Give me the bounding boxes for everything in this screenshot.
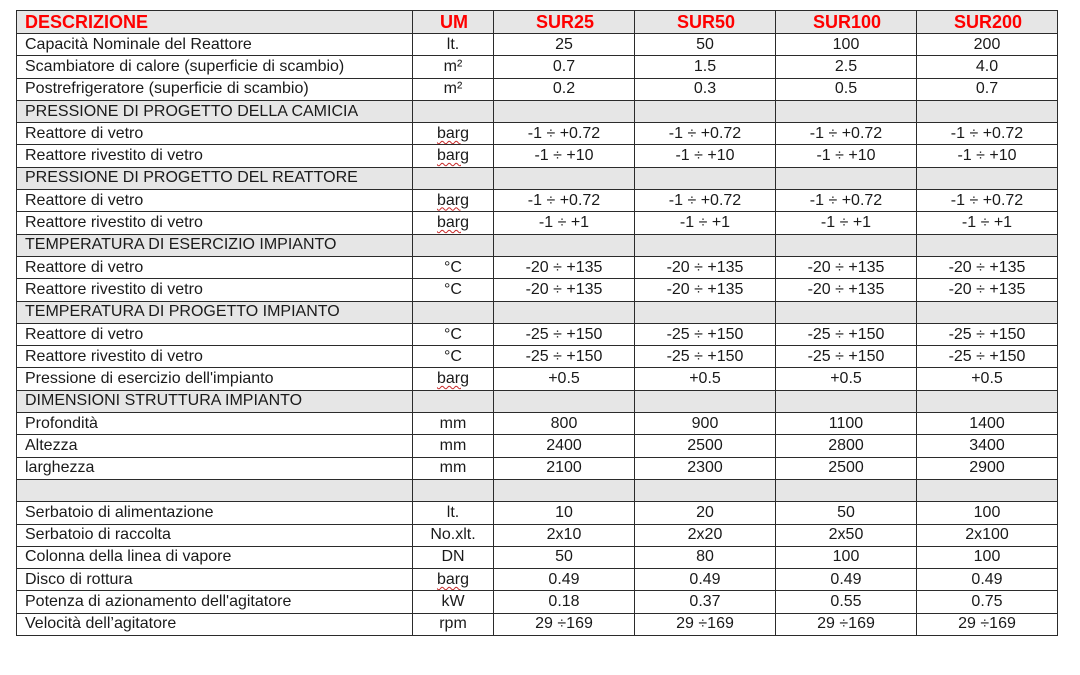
header-sur25: SUR25 [494,11,635,34]
value-cell-sur25: 2400 [494,435,635,457]
section-empty-cell [917,479,1058,501]
value-cell-sur200: -1 ÷ +0.72 [917,123,1058,145]
section-row [17,301,1058,323]
value-cell-sur50: -1 ÷ +0.72 [635,190,776,212]
value-cell-sur100: -20 ÷ +135 [776,279,917,301]
section-title: PRESSIONE DI PROGETTO DELLA CAMICIA [17,100,413,122]
unit-label: No.xlt. [430,526,476,544]
value-cell-sur100: -1 ÷ +10 [776,145,917,167]
value-cell-sur50: -20 ÷ +135 [635,256,776,278]
value-cell-sur100: 100 [776,546,917,568]
description-cell: Reattore rivestito di vetro [17,346,413,368]
unit-label: rpm [439,615,467,633]
description-cell: Reattore rivestito di vetro [17,145,413,167]
section-empty-cell [494,390,635,412]
value-cell-sur50: -25 ÷ +150 [635,323,776,345]
table-row [17,190,1058,212]
section-row [17,479,1058,501]
section-empty-cell [776,167,917,189]
value-cell-sur25: 0.2 [494,78,635,100]
description-cell: Serbatoio di alimentazione [17,502,413,524]
unit-label: DN [441,548,465,566]
unit-label: barg [436,370,470,388]
value-cell-sur25: -1 ÷ +1 [494,212,635,234]
unit-cell [413,368,494,390]
value-cell-sur25: -20 ÷ +135 [494,279,635,301]
section-title: PRESSIONE DI PROGETTO DEL REATTORE [17,167,413,189]
unit-label: mm [439,414,467,432]
value-cell-sur200: +0.5 [917,368,1058,390]
value-cell-sur200: -1 ÷ +10 [917,145,1058,167]
description-cell: Velocità dell’agitatore [17,613,413,635]
section-empty-cell [635,100,776,122]
value-cell-sur25: -25 ÷ +150 [494,323,635,345]
value-cell-sur100: 50 [776,502,917,524]
unit-cell [413,123,494,145]
value-cell-sur25: 2100 [494,457,635,479]
section-empty-cell [494,479,635,501]
value-cell-sur100: -25 ÷ +150 [776,323,917,345]
section-empty-cell [494,100,635,122]
value-cell-sur25: +0.5 [494,368,635,390]
unit-cell [413,190,494,212]
unit-label: barg [436,570,470,588]
header-sur50: SUR50 [635,11,776,34]
section-empty-cell [635,234,776,256]
description-cell: Altezza [17,435,413,457]
section-row [17,100,1058,122]
value-cell-sur200: -1 ÷ +1 [917,212,1058,234]
value-cell-sur25: -1 ÷ +0.72 [494,123,635,145]
table-row [17,346,1058,368]
value-cell-sur100: 2.5 [776,56,917,78]
description-cell: Pressione di esercizio dell'impianto [17,368,413,390]
value-cell-sur200: -1 ÷ +0.72 [917,190,1058,212]
unit-cell [413,78,494,100]
value-cell-sur25: 50 [494,546,635,568]
value-cell-sur50: -20 ÷ +135 [635,279,776,301]
section-empty-cell [776,390,917,412]
section-empty-cell [776,479,917,501]
unit-label: barg [436,147,470,165]
table-row [17,323,1058,345]
table-row [17,546,1058,568]
table-row [17,34,1058,56]
value-cell-sur25: 800 [494,413,635,435]
description-cell: Capacità Nominale del Reattore [17,34,413,56]
table-row [17,212,1058,234]
section-empty-cell [413,234,494,256]
description-cell: Reattore rivestito di vetro [17,212,413,234]
value-cell-sur100: 2800 [776,435,917,457]
section-empty-cell [413,167,494,189]
value-cell-sur200: 1400 [917,413,1058,435]
unit-label: m² [443,80,463,98]
section-title: TEMPERATURA DI PROGETTO IMPIANTO [17,301,413,323]
unit-label: °C [444,280,462,298]
value-cell-sur100: 2x50 [776,524,917,546]
value-cell-sur100: 100 [776,34,917,56]
table-row [17,413,1058,435]
section-empty-cell [494,301,635,323]
header-row [17,11,1058,34]
table-row [17,524,1058,546]
table-row [17,569,1058,591]
value-cell-sur100: 0.5 [776,78,917,100]
value-cell-sur25: 25 [494,34,635,56]
section-empty-cell [494,234,635,256]
table-row [17,123,1058,145]
table-row [17,591,1058,613]
value-cell-sur50: 80 [635,546,776,568]
value-cell-sur25: 0.49 [494,569,635,591]
section-empty-cell [635,301,776,323]
value-cell-sur200: 2900 [917,457,1058,479]
unit-cell [413,413,494,435]
value-cell-sur200: 2x100 [917,524,1058,546]
unit-label: m² [443,57,463,75]
value-cell-sur25: 2x10 [494,524,635,546]
value-cell-sur50: 0.37 [635,591,776,613]
description-cell: Reattore di vetro [17,323,413,345]
description-cell: Colonna della linea di vapore [17,546,413,568]
value-cell-sur50: +0.5 [635,368,776,390]
value-cell-sur200: -25 ÷ +150 [917,346,1058,368]
value-cell-sur200: -20 ÷ +135 [917,279,1058,301]
section-title: DIMENSIONI STRUTTURA IMPIANTO [17,390,413,412]
table-row [17,256,1058,278]
table-row [17,78,1058,100]
unit-cell [413,212,494,234]
table-row [17,502,1058,524]
unit-cell [413,502,494,524]
unit-cell [413,56,494,78]
section-empty-cell [494,167,635,189]
value-cell-sur100: 0.49 [776,569,917,591]
value-cell-sur25: 10 [494,502,635,524]
description-cell: Reattore di vetro [17,190,413,212]
value-cell-sur100: -1 ÷ +1 [776,212,917,234]
unit-label: mm [439,459,467,477]
unit-label: °C [444,325,462,343]
unit-cell [413,613,494,635]
value-cell-sur200: 0.49 [917,569,1058,591]
unit-cell [413,145,494,167]
value-cell-sur200: 100 [917,502,1058,524]
value-cell-sur25: -25 ÷ +150 [494,346,635,368]
unit-cell [413,323,494,345]
section-empty-cell [917,167,1058,189]
value-cell-sur50: 0.3 [635,78,776,100]
section-row [17,167,1058,189]
table-row [17,279,1058,301]
section-row [17,390,1058,412]
unit-cell [413,546,494,568]
value-cell-sur200: 0.75 [917,591,1058,613]
description-cell: Postrefrigeratore (superficie di scambio) [17,78,413,100]
value-cell-sur50: -1 ÷ +1 [635,212,776,234]
header-um: UM [413,11,494,34]
section-empty-cell [917,100,1058,122]
value-cell-sur50: 1.5 [635,56,776,78]
value-cell-sur25: 29 ÷169 [494,613,635,635]
header-sur200: SUR200 [917,11,1058,34]
header-sur100: SUR100 [776,11,917,34]
unit-cell [413,435,494,457]
value-cell-sur50: 2x20 [635,524,776,546]
value-cell-sur100: 29 ÷169 [776,613,917,635]
section-empty-cell [917,234,1058,256]
value-cell-sur50: 50 [635,34,776,56]
unit-label: mm [439,436,467,454]
value-cell-sur200: 0.7 [917,78,1058,100]
unit-label: barg [436,124,470,142]
value-cell-sur200: 4.0 [917,56,1058,78]
unit-cell [413,346,494,368]
unit-cell [413,457,494,479]
table-row [17,613,1058,635]
value-cell-sur200: 3400 [917,435,1058,457]
description-cell: Reattore di vetro [17,256,413,278]
table-row [17,457,1058,479]
unit-cell [413,524,494,546]
value-cell-sur50: 2300 [635,457,776,479]
section-empty-cell [917,301,1058,323]
value-cell-sur100: 0.55 [776,591,917,613]
section-empty-cell [635,390,776,412]
value-cell-sur25: -20 ÷ +135 [494,256,635,278]
header-descrizione: DESCRIZIONE [17,11,413,34]
section-row [17,234,1058,256]
spec-table [16,10,1058,636]
unit-label: barg [436,191,470,209]
value-cell-sur100: -25 ÷ +150 [776,346,917,368]
section-empty-cell [776,301,917,323]
value-cell-sur50: -1 ÷ +10 [635,145,776,167]
description-cell: Profondità [17,413,413,435]
value-cell-sur25: 0.7 [494,56,635,78]
table-row [17,368,1058,390]
description-cell: Reattore di vetro [17,123,413,145]
section-empty-cell [917,390,1058,412]
section-empty-cell [413,479,494,501]
value-cell-sur100: -1 ÷ +0.72 [776,190,917,212]
section-empty-cell [776,234,917,256]
value-cell-sur50: 2500 [635,435,776,457]
value-cell-sur100: +0.5 [776,368,917,390]
value-cell-sur25: -1 ÷ +10 [494,145,635,167]
unit-cell [413,256,494,278]
unit-label: lt. [446,35,460,53]
table-body [17,34,1058,636]
value-cell-sur25: 0.18 [494,591,635,613]
description-cell: Potenza di azionamento dell'agitatore [17,591,413,613]
value-cell-sur100: 1100 [776,413,917,435]
value-cell-sur25: -1 ÷ +0.72 [494,190,635,212]
table-row [17,435,1058,457]
table-row [17,145,1058,167]
description-cell: Disco di rottura [17,569,413,591]
section-empty-cell [413,301,494,323]
value-cell-sur50: 0.49 [635,569,776,591]
value-cell-sur50: -1 ÷ +0.72 [635,123,776,145]
description-cell: larghezza [17,457,413,479]
section-empty-cell [776,100,917,122]
value-cell-sur100: -20 ÷ +135 [776,256,917,278]
description-cell: Reattore rivestito di vetro [17,279,413,301]
value-cell-sur50: 900 [635,413,776,435]
section-empty-cell [413,390,494,412]
value-cell-sur200: 29 ÷169 [917,613,1058,635]
value-cell-sur100: 2500 [776,457,917,479]
table-row [17,56,1058,78]
unit-label: kW [441,593,465,611]
section-empty-cell [635,479,776,501]
description-cell: Serbatoio di raccolta [17,524,413,546]
section-empty-cell [413,100,494,122]
value-cell-sur50: 20 [635,502,776,524]
value-cell-sur100: -1 ÷ +0.72 [776,123,917,145]
unit-label: °C [444,347,462,365]
unit-cell [413,279,494,301]
value-cell-sur50: -25 ÷ +150 [635,346,776,368]
section-title: TEMPERATURA DI ESERCIZIO IMPIANTO [17,234,413,256]
unit-cell [413,34,494,56]
section-title [17,479,413,501]
description-cell: Scambiatore di calore (superficie di scambio) [17,56,413,78]
value-cell-sur200: -25 ÷ +150 [917,323,1058,345]
value-cell-sur200: 200 [917,34,1058,56]
section-empty-cell [635,167,776,189]
unit-cell [413,591,494,613]
value-cell-sur200: 100 [917,546,1058,568]
unit-label: barg [436,214,470,232]
unit-label: lt. [446,503,460,521]
value-cell-sur200: -20 ÷ +135 [917,256,1058,278]
unit-cell [413,569,494,591]
unit-label: °C [444,258,462,276]
value-cell-sur50: 29 ÷169 [635,613,776,635]
